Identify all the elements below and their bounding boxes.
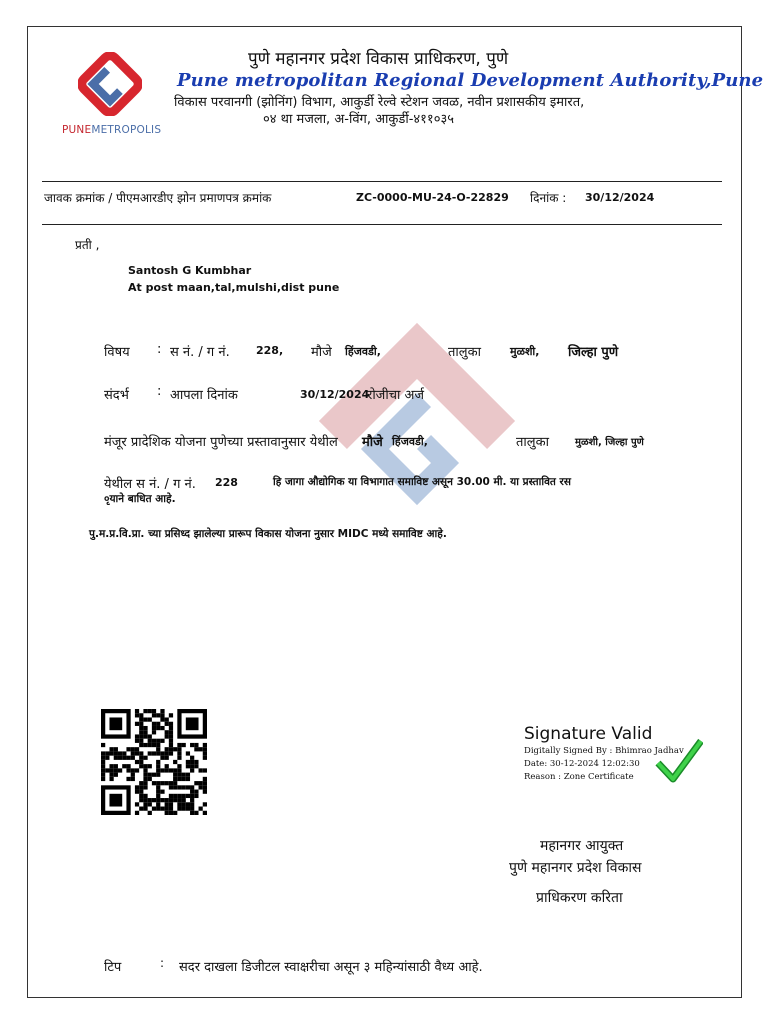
divider <box>42 181 722 182</box>
subject-village: हिंजवडी, <box>345 345 381 358</box>
body-line3-text: ०ृयाने बाधित आहे. <box>104 493 176 505</box>
body-line2-text: हि जागा औद्योगिक या विभागात समाविष्ट असून 30.00 मी. या प्रस्तावित रस <box>273 476 571 488</box>
signatory-designation-1: महानगर आयुक्त <box>540 838 624 854</box>
recipient-name: Santosh G Kumbhar <box>128 264 252 277</box>
subject-taluka-label: तालुका <box>448 345 481 360</box>
subject-taluka: मुळशी, <box>510 345 540 358</box>
body-line4-text: पु.म.प्र.वि.प्रा. च्या प्रसिध्द झालेल्या प्रारूप विकास योजना नुसार MIDC मध्ये समाविष्ट आहे. <box>89 528 447 540</box>
header-address-line2: ०४ था मजला, अ-विंग, आकुर्डी-४११०३५ <box>263 112 454 127</box>
subject-label: विषय <box>104 345 130 360</box>
note-colon: : <box>160 956 165 970</box>
reference-line-suffix: रोजीचा अर्ज <box>367 388 425 403</box>
reference-line-label: संदर्भ <box>104 388 129 403</box>
signature-signed-by: Digitally Signed By : Bhimrao Jadhav <box>524 746 684 756</box>
signature-reason: Reason : Zone Certificate <box>524 772 634 782</box>
body-line1-taluka-label: तालुका <box>516 435 549 450</box>
body-line1-village-label: मौजे <box>362 435 383 450</box>
signatory-designation-3: प्राधिकरण करिता <box>536 890 623 906</box>
recipient-address: At post maan,tal,mulshi,dist pune <box>128 281 340 294</box>
divider <box>42 224 722 225</box>
watermark-logo <box>308 312 526 530</box>
signatory-designation-2: पुणे महानगर प्रदेश विकास <box>509 860 642 876</box>
subject-colon: : <box>157 342 162 357</box>
body-line2-survey: 228 <box>215 476 238 489</box>
reference-date: 30/12/2024 <box>585 191 655 204</box>
signature-date: Date: 30-12-2024 12:02:30 <box>524 759 640 769</box>
subject-survey-no: 228, <box>256 344 284 357</box>
header-title-marathi: पुणे महानगर प्रदेश विकास प्राधिकरण, पुणे <box>248 49 509 69</box>
reference-line-colon: : <box>157 384 162 399</box>
reference-label: जावक क्रमांक / पीएमआरडीए झोन प्रमाणपत्र क्रमांक <box>44 191 272 205</box>
logo-text: PUNEMETROPOLIS <box>62 124 162 136</box>
note-text: सदर दाखला डिजीटल स्वाक्षरीचा असून ३ महिन्यांसाठी वैध्य आहे. <box>179 960 483 975</box>
body-line1-village: हिंजवडी, <box>392 435 428 448</box>
subject-survey-label: स नं. / ग नं. <box>170 345 230 360</box>
subject-district: जिल्हा पुणे <box>568 345 619 360</box>
body-line1-text: मंजूर प्रादेशिक योजना पुणेच्या प्रस्तावानुसार येथील <box>104 435 338 450</box>
body-line2-label: येथील स नं. / ग नं. <box>104 477 196 492</box>
note-label: टिप <box>104 960 122 975</box>
reference-date-label: दिनांक : <box>530 191 567 205</box>
qr-code <box>98 709 210 815</box>
recipient-to-label: प्रती , <box>75 238 100 252</box>
header-address-line1: विकास परवानगी (झोनिंग) विभाग, आकुर्डी रेल्वे स्टेशन जवळ, नवीन प्रशासकीय इमारत, <box>174 95 585 110</box>
pune-metropolis-logo <box>78 52 142 116</box>
reference-line-text: आपला दिनांक <box>170 388 238 403</box>
reference-number: ZC-0000-MU-24-O-22829 <box>356 191 509 204</box>
reference-line-date: 30/12/2024 <box>300 388 370 401</box>
signature-status: Signature Valid <box>524 724 653 744</box>
header-title-english: Pune metropolitan Regional Development Authority,Pune <box>177 70 764 91</box>
body-line1-taluka: मुळशी, जिल्हा पुणे <box>575 437 644 448</box>
checkmark-icon <box>655 737 703 783</box>
subject-village-label: मौजे <box>311 345 332 360</box>
